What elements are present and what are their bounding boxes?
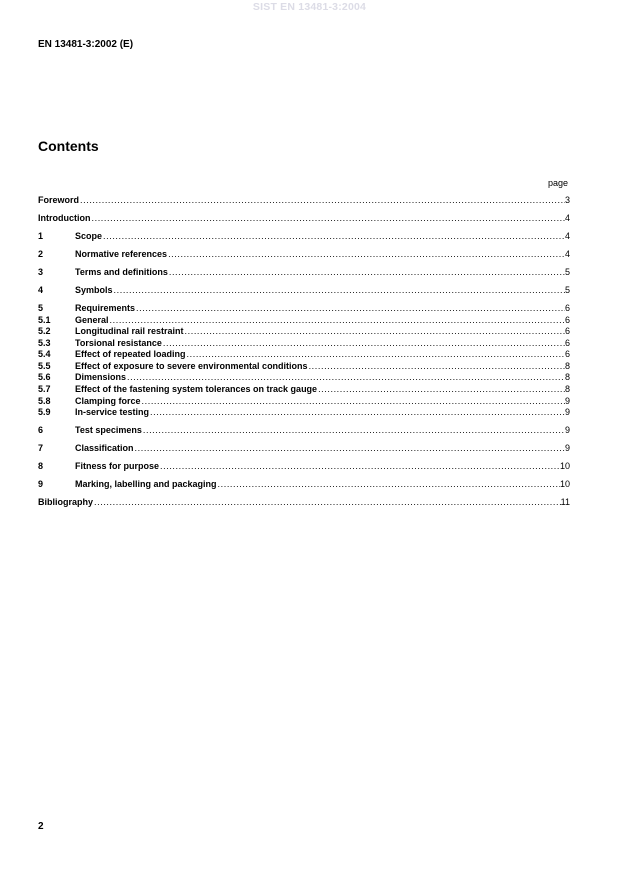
toc-entry-page: 4 [564, 212, 570, 223]
toc-entry-page: 6 [564, 314, 570, 325]
toc-entry[interactable] [38, 425, 570, 437]
toc-entry-number: 5.5 [38, 360, 51, 371]
toc-entry-title: Foreword [38, 195, 80, 205]
page-number: 2 [38, 821, 44, 832]
toc-entry[interactable] [38, 361, 570, 373]
toc-entry-page: 8 [564, 360, 570, 371]
toc-entry-title: Marking, labelling and packaging [75, 479, 217, 490]
toc-entry-number: 5.9 [38, 407, 51, 418]
toc-entry-page: 6 [564, 337, 570, 348]
toc-entry-number: 5.7 [38, 384, 51, 395]
toc-entry-title: Effect of the fastening system tolerances on track gauge [75, 384, 318, 395]
toc-dot-leader [94, 497, 561, 509]
toc-entry-title: Effect of repeated loading [75, 349, 186, 360]
toc-dot-leader [127, 372, 565, 384]
toc-entry-number: 5 [38, 302, 44, 313]
toc-entry-number: 9 [38, 479, 44, 490]
toc-dot-leader [135, 443, 565, 455]
toc-dot-leader [92, 213, 565, 225]
toc-entry[interactable] [38, 303, 570, 315]
toc-dot-leader [142, 396, 565, 408]
toc-entry-title: Normative references [75, 248, 168, 259]
toc-dot-leader [218, 479, 560, 491]
toc-entry[interactable] [38, 349, 570, 361]
toc-entry-number: 6 [38, 425, 44, 436]
toc-entry-number: 4 [38, 284, 44, 295]
toc-entry-page: 8 [564, 384, 570, 395]
toc-dot-leader [187, 349, 565, 361]
toc-entry-page: 10 [559, 479, 570, 490]
toc-dot-leader [136, 303, 565, 315]
toc-entry-number: 2 [38, 248, 44, 259]
toc-entry-number: 5.1 [38, 314, 51, 325]
toc-entry[interactable] [38, 384, 570, 396]
toc-dot-leader [143, 425, 565, 437]
toc-entry-number: 7 [38, 443, 44, 454]
toc-entry-page: 9 [564, 395, 570, 406]
toc-entry-title: Symbols [75, 284, 113, 295]
toc-entry-number: 5.2 [38, 326, 51, 337]
contents-title: Contents [38, 138, 99, 154]
toc-dot-leader [110, 315, 565, 327]
toc-entry-title: Dimensions [75, 372, 127, 383]
toc-dot-leader [80, 195, 565, 207]
toc-entry-title: Test specimens [75, 425, 142, 436]
toc-entry[interactable] [38, 497, 570, 509]
toc-dot-leader [163, 338, 565, 350]
toc-entry-title: Terms and definitions [75, 266, 168, 277]
toc-entry-page: 11 [560, 497, 570, 508]
toc-entry-page: 5 [564, 266, 570, 277]
toc-dot-leader [103, 231, 565, 243]
toc-entry-title: Torsional resistance [75, 337, 162, 348]
toc-entry-number: 8 [38, 461, 44, 472]
toc-entry-page: 6 [564, 302, 570, 313]
toc-entry-page: 9 [564, 407, 570, 418]
table-of-contents [38, 195, 570, 509]
toc-entry[interactable] [38, 479, 570, 491]
toc-entry-title: Requirements [75, 302, 136, 313]
toc-dot-leader [160, 461, 560, 473]
toc-entry-page: 3 [564, 195, 570, 205]
toc-entry-title: General [75, 314, 109, 325]
toc-entry-number: 5.8 [38, 395, 51, 406]
toc-dot-leader [309, 361, 565, 373]
toc-entry[interactable] [38, 315, 570, 327]
toc-dot-leader [168, 249, 565, 261]
toc-dot-leader [318, 384, 565, 396]
toc-entry[interactable] [38, 213, 570, 225]
toc-entry[interactable] [38, 396, 570, 408]
toc-entry-number: 5.4 [38, 349, 51, 360]
toc-dot-leader [169, 267, 565, 279]
toc-entry-page: 9 [564, 443, 570, 454]
toc-entry-title: In-service testing [75, 407, 150, 418]
toc-entry-title: Classification [75, 443, 134, 454]
toc-entry[interactable] [38, 407, 570, 419]
toc-entry-title: Scope [75, 230, 103, 241]
page-column-label: page [547, 178, 568, 188]
toc-entry-title: Longitudinal rail restraint [75, 326, 184, 337]
toc-entry-number: 3 [38, 266, 44, 277]
toc-entry-page: 6 [564, 326, 570, 337]
toc-entry-number: 5.6 [38, 372, 51, 383]
watermark: SIST EN 13481-3:2004 [252, 1, 367, 13]
toc-entry[interactable] [38, 249, 570, 261]
toc-entry-page: 4 [564, 230, 570, 241]
toc-entry[interactable] [38, 372, 570, 384]
toc-entry-page: 5 [564, 284, 570, 295]
toc-entry-title: Clamping force [75, 395, 141, 406]
toc-entry[interactable] [38, 338, 570, 350]
toc-dot-leader [185, 326, 565, 338]
toc-entry-title: Fitness for purpose [75, 461, 160, 472]
toc-dot-leader [150, 407, 565, 419]
toc-entry-page: 4 [564, 248, 570, 259]
toc-entry-number: 1 [38, 230, 44, 241]
toc-entry-number: 5.3 [38, 337, 51, 348]
toc-entry[interactable] [38, 326, 570, 338]
standard-header: EN 13481-3:2002 (E) [38, 39, 134, 50]
toc-entry-title: Bibliography [38, 497, 94, 508]
toc-entry[interactable] [38, 267, 570, 279]
toc-entry[interactable] [38, 195, 570, 207]
toc-entry-page: 8 [564, 372, 570, 383]
toc-entry-page: 6 [564, 349, 570, 360]
toc-entry-page: 9 [564, 425, 570, 436]
toc-entry[interactable] [38, 461, 570, 473]
toc-entry[interactable] [38, 231, 570, 243]
toc-entry-title: Effect of exposure to severe environmental conditions [75, 360, 308, 371]
toc-entry[interactable] [38, 285, 570, 297]
toc-dot-leader [114, 285, 565, 297]
toc-entry[interactable] [38, 443, 570, 455]
toc-entry-page: 10 [559, 461, 570, 472]
toc-entry-title: Introduction [38, 212, 91, 223]
